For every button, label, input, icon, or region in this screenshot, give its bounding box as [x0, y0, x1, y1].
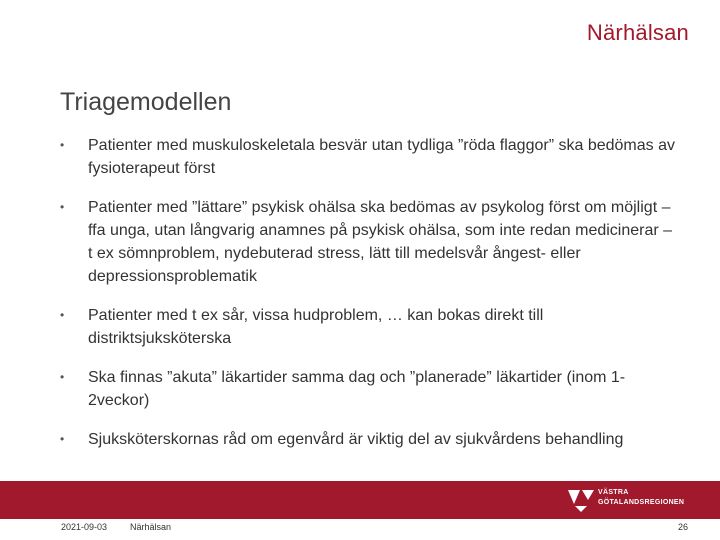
bullet-item	[60, 428, 680, 451]
bullet-item	[60, 366, 680, 412]
bullet-dot-icon: •	[60, 138, 65, 152]
bullet-item	[60, 134, 680, 180]
bullet-dot-icon: •	[60, 370, 65, 384]
bullet-item	[60, 196, 680, 288]
footer-org: Närhälsan	[130, 522, 172, 532]
bullet-text: Patienter med muskuloskeletala besvär utan tydliga ”röda flaggor” ska bedömas av fysioterapeut först	[88, 137, 675, 177]
bullet-dot-icon: •	[60, 200, 65, 214]
page-number: 26	[677, 522, 688, 532]
slide-title: Triagemodellen	[60, 88, 232, 116]
region-logo-line2: GÖTALANDSREGIONEN	[598, 499, 685, 506]
bullet-text: Sjuksköterskornas råd om egenvård är viktig del av sjukvårdens behandling	[88, 431, 624, 448]
narhalsan-logo: Närhälsan	[586, 20, 689, 45]
bullet-text: Ska finnas ”akuta” läkartider samma dag och ”planerade” läkartider (inom 1-2veckor)	[88, 369, 626, 409]
footer-date: 2021-09-03	[61, 522, 108, 532]
bullet-text: Patienter med ”lättare” psykisk ohälsa ska bedömas av psykolog först om möjligt – ffa unga, utan långvarig anamnes på psykisk ohälsa, som inte redan medicinerar – t ex sömnproblem, nydebuterad stress, lätt till medelsvår ångest- eller depressionsproblematik	[88, 199, 673, 285]
bullet-dot-icon: •	[60, 308, 65, 322]
region-logo-text	[598, 488, 684, 508]
bullet-list	[60, 134, 680, 467]
bullet-item	[60, 304, 680, 350]
region-logo-line1: VÄSTRA	[598, 489, 629, 496]
bullet-dot-icon: •	[60, 432, 65, 446]
bullet-text: Patienter med t ex sår, vissa hudproblem, … kan bokas direkt till distriktsjuksköterska	[88, 307, 544, 347]
